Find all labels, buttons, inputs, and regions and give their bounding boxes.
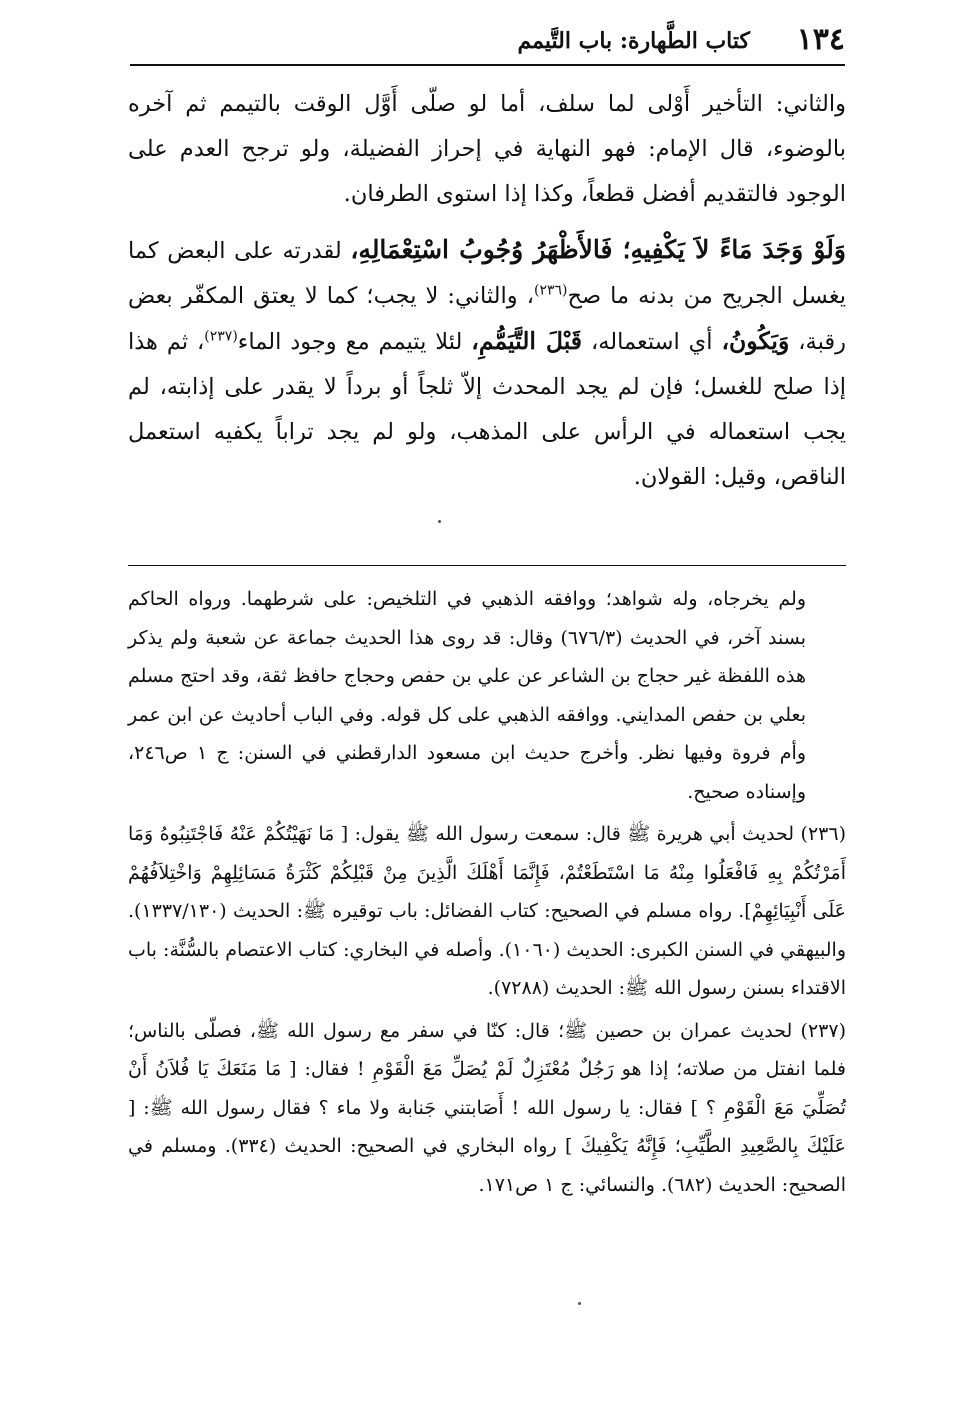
matn-text: وَلَوْ وَجَدَ مَاءً لاَ يَكْفِيهِ؛ فَالأَظْهَرُ وُجُوبُ اسْتِعْمَالِهِ، bbox=[350, 235, 846, 264]
commentary-text: ، ثم هذا إذا صلح للغسل؛ فإن لم يجد المحدث إلاّ ثلجاً أو برداً لا يقدر على إذابته، لم يجب استعماله في الرأس على المذهب، ولو لم يجد تراباً يكفيه استعمل الناقص، وقيل: القولان. bbox=[128, 329, 846, 490]
print-speck bbox=[578, 1302, 581, 1305]
footnote-text: لحديث أبي هريرة ﷺ قال: سمعت رسول الله ﷺ يقول: bbox=[348, 823, 801, 845]
commentary-text: ، والثاني: لا يجب؛ كما لا يعتق المكفّر بعض رقبة، bbox=[128, 283, 846, 355]
footnotes bbox=[128, 580, 846, 1204]
commentary-text: لقدرته على البعض كما يغسل الجريح من بدنه ما صح bbox=[128, 238, 846, 309]
hadith-quote: [ مَا نَهَيْتُكُمْ عَنْهُ فَاجْتَنِبُوهُ وَمَا أَمَرْتُكُمْ بِهِ فَافْعَلُوا مِنْهُ مَا اسْتَطَعْتُمْ، فَإِنَّمَا أَهْلَكَ الَّذِينَ مِنْ قَبْلِكُمْ كَثْرَةُ مَسَائِلِهِمْ وَاخْتِلاَفُهُمْ عَلَى أَنْبِيَائِهِمْ]. bbox=[128, 823, 847, 922]
matn-text: وَيَكُونُ، bbox=[721, 327, 790, 355]
page-header bbox=[130, 20, 845, 66]
footnote-number: (٢٣٦) bbox=[800, 823, 846, 845]
paragraph-1: والثاني: التأخير أَوْلى لما سلف، أما لو صلّى أَوَّل الوقت بالتيمم ثم آخره بالوضوء، قال الإمام: فهو النهاية في إحراز الفضيلة، ولو ترجح العدم على الوجود فالتقديم أفضل قطعاً، وكذا إذا استوى الطرفان. bbox=[128, 91, 846, 207]
hadith-quote: [ عَلَيْكَ بِالصَّعِيدِ الطَّيِّبِ؛ فَإِنَّهُ يَكْفِيكَ ] bbox=[128, 1096, 847, 1157]
footnote-text: لحديث عمران بن حصين ﷺ؛ قال: كنّا في سفر مع رسول الله ﷺ، فصلّى بالناس؛ فلما انفتل من صلاته؛ إذا هو bbox=[128, 1019, 846, 1080]
main-text bbox=[128, 82, 846, 500]
footnote-236 bbox=[128, 815, 846, 1008]
footnote-text: رواه مسلم في الصحيح: كتاب الفضائل: باب توقيره ﷺ: الحديث (١٣٣٧/١٣٠). والبيهقي في السنن الكبرى: الحديث (١٠٦٠). وأصله في البخاري: كتاب الاعتصام بالسُّنَّة: باب الاقتداء بسنن رسول الله ﷺ: الحديث (٧٢٨٨). bbox=[128, 900, 846, 999]
print-speck bbox=[438, 520, 441, 523]
paragraph-2 bbox=[128, 227, 846, 500]
page-number: ١٣٤ bbox=[796, 22, 845, 57]
matn-text: قَبْلَ التَّيَمُّمِ، bbox=[471, 327, 583, 355]
footnote-separator bbox=[128, 565, 846, 566]
footnote-text: رواه البخاري في الصحيح: الحديث (٣٣٤). ومسلم في الصحيح: الحديث (٦٨٢). والنسائي: ج ١ ص١٧١. bbox=[128, 1135, 846, 1196]
hadith-quote: [ مَا مَنَعَكَ يَا فُلاَنُ أَنْ تُصَلِّيَ مَعَ الْقَوْمِ ؟ ] bbox=[128, 1058, 846, 1119]
footnote-continuation: ولم يخرجاه، وله شواهد؛ ووافقه الذهبي في التلخيص: على شرطهما. ورواه الحاكم بسند آخر، في الحديث (٦٧٦/٣) وقال: قد روى هذا الحديث جماعة عن شعبة ولم يذكر هذه اللفظة غير حجاج بن الشاعر عن علي بن حفص وحجاج حافظ ثقة، وقد احتج مسلم بعلي بن حفص المدايني. ووافقه الذهبي على كل قوله. وفي الباب أحاديث عن ابن عمر وأم فروة وفيها نظر. وأخرج حديث ابن مسعود الدارقطني في السنن: ج ١ ص٢٤٦، وإسناده صحيح. bbox=[128, 588, 807, 803]
footnote-ref-236[interactable]: (٢٣٦) bbox=[533, 282, 568, 299]
footnote-text: فقال: يا رسول الله ! أَصَابتني جَنابة ولا ماء ؟ فقال رسول الله ﷺ: bbox=[135, 1096, 691, 1119]
footnote-237 bbox=[128, 1012, 846, 1205]
footnote-text: ! فقال: bbox=[296, 1058, 373, 1080]
footnote-number: (٢٣٧) bbox=[800, 1019, 846, 1042]
footnote-ref-237[interactable]: (٢٣٧) bbox=[204, 328, 238, 345]
commentary-text: لئلا يتيمم مع وجود الماء bbox=[237, 329, 472, 355]
running-head: كتاب الطَّهارة: باب التَّيمم bbox=[517, 28, 750, 54]
hadith-quote: رَجُلٌ مُعْتَزِلٌ لَمْ يُصَلِّ مَعَ الْقَوْمِ bbox=[372, 1058, 614, 1080]
commentary-text: أي استعماله، bbox=[582, 329, 722, 355]
